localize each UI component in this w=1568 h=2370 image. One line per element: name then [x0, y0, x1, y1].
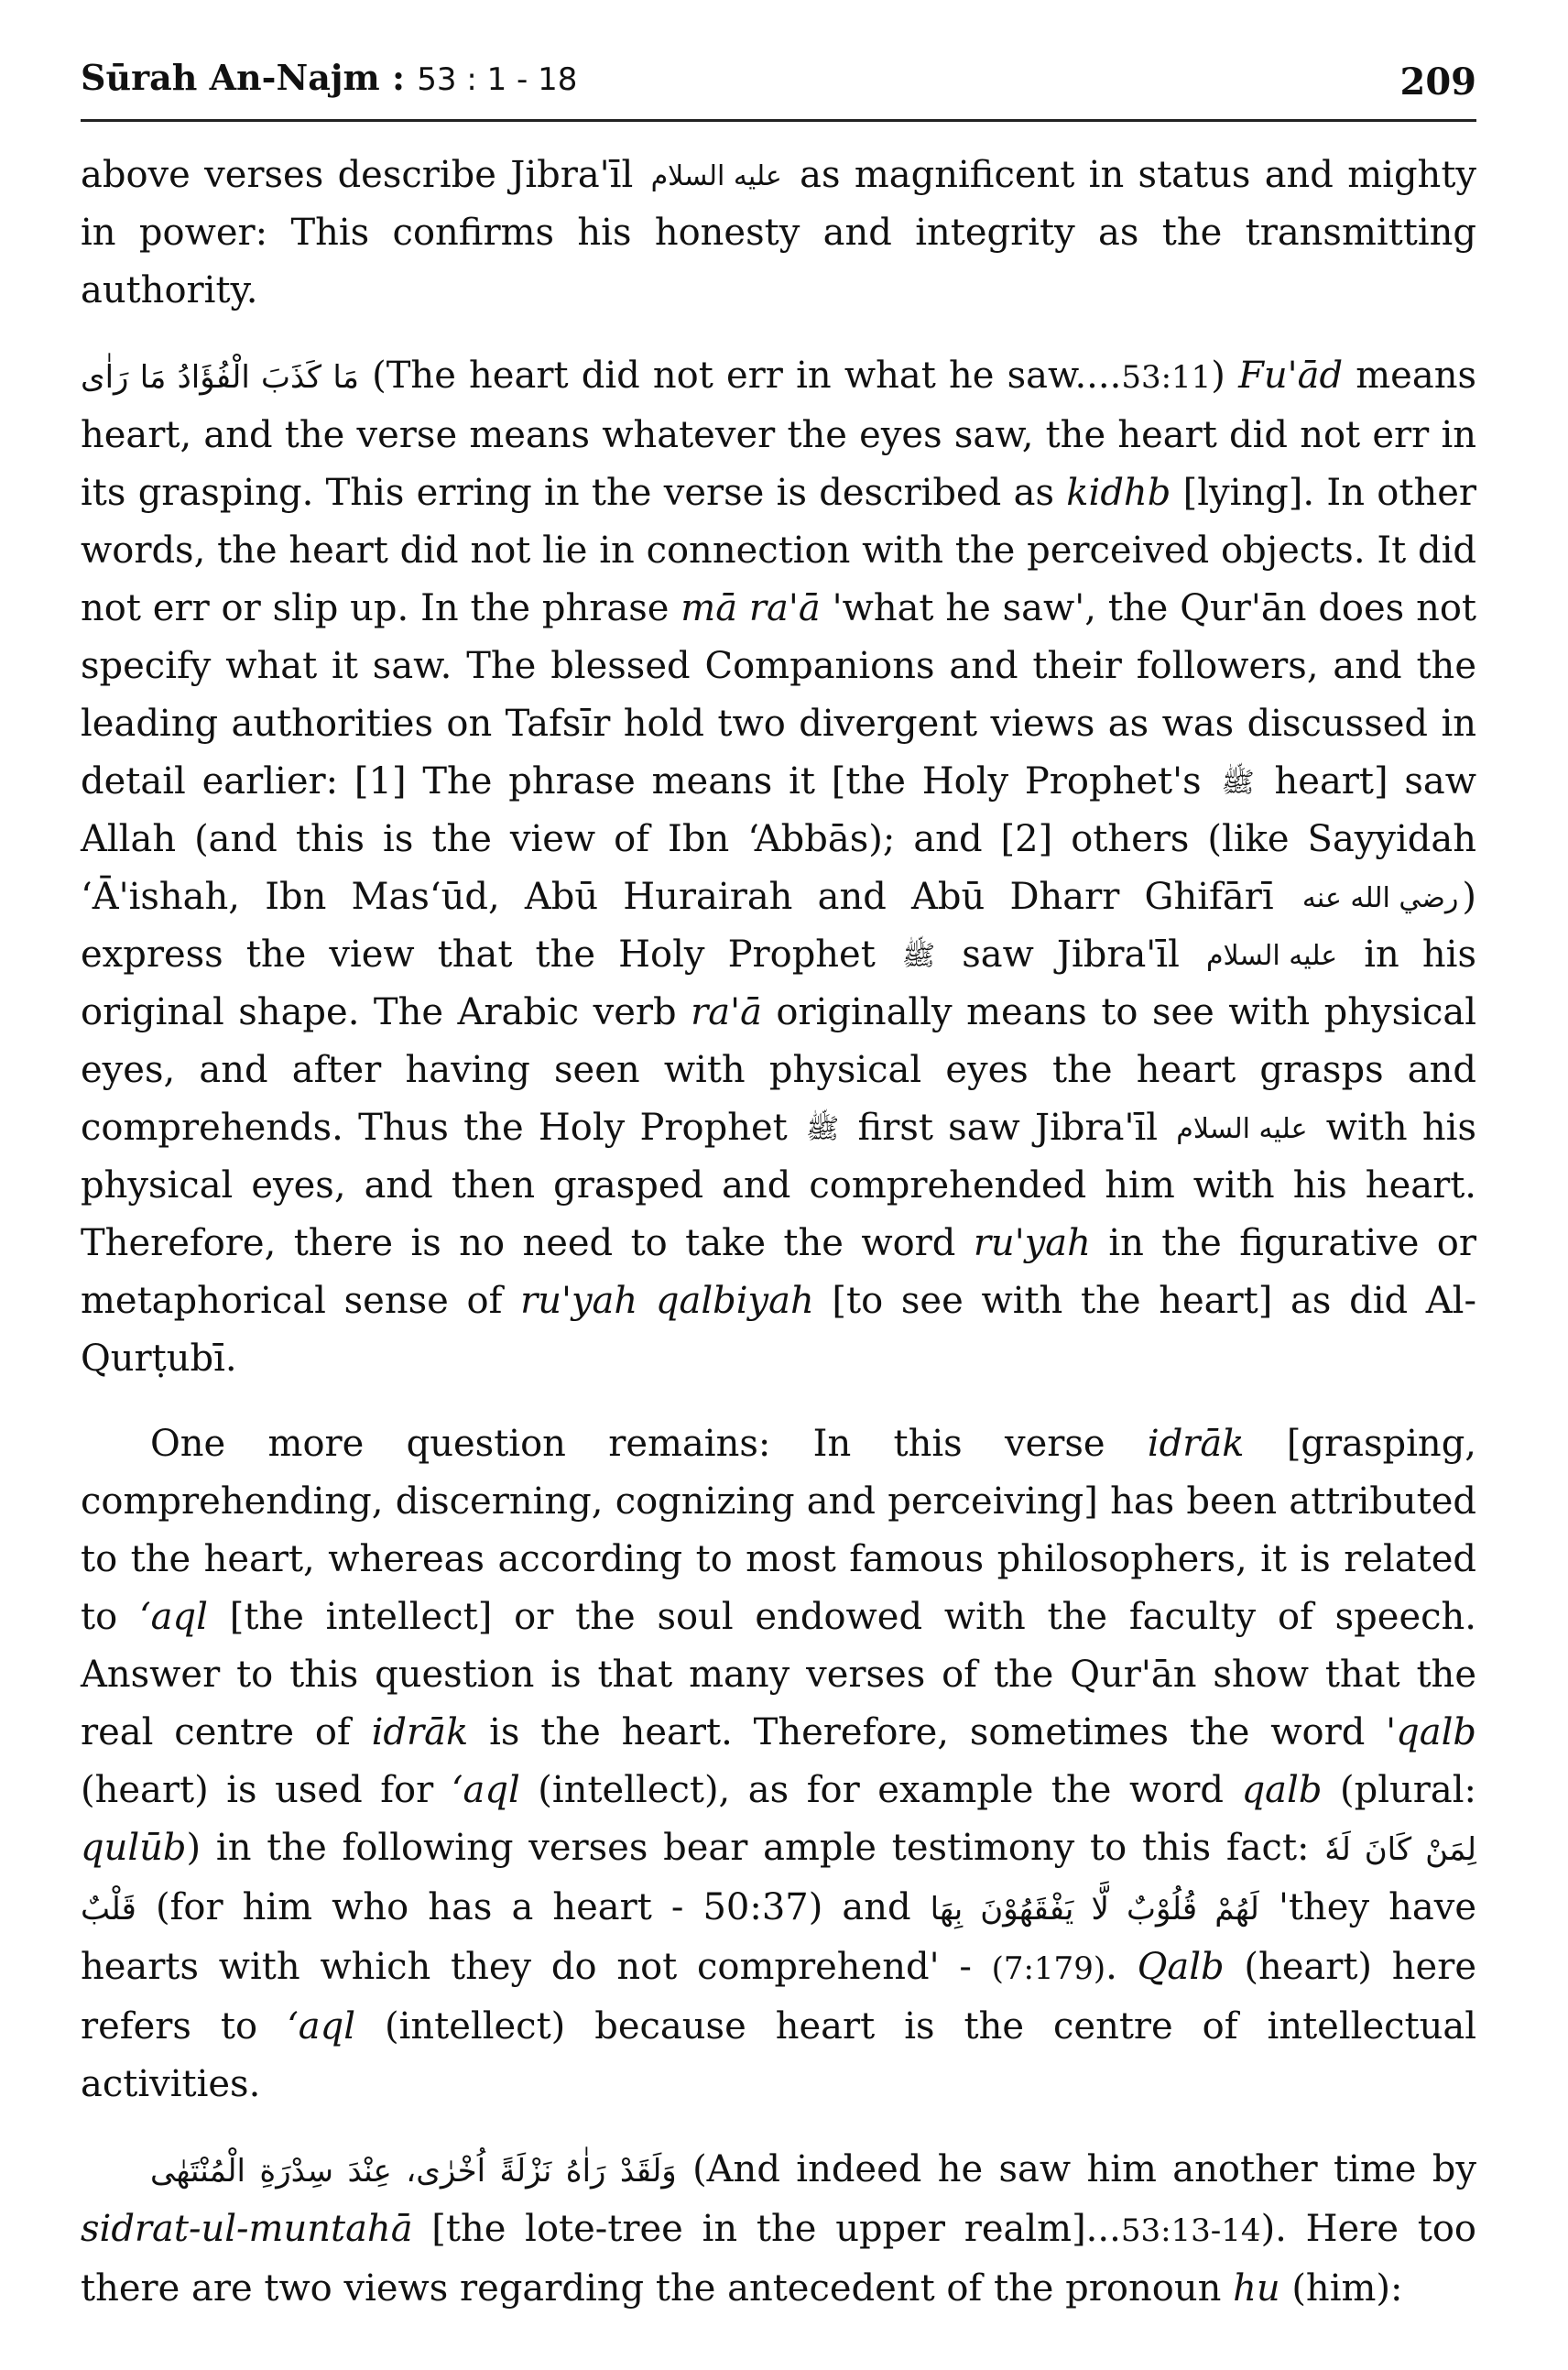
text-run: (The heart did not err in what he saw....: [358, 355, 1122, 397]
italic-term: ‘aql: [287, 2005, 356, 2048]
italic-term: mā ra'ā: [681, 587, 821, 629]
text-run: (intellect) because heart is the centre of intellectual activities.: [81, 2005, 1476, 2105]
italic-term: Fu'ād: [1238, 355, 1344, 397]
italic-term: qalb: [1396, 1711, 1477, 1753]
text-run: (for him who has a heart - 50:37) and: [136, 1886, 931, 1928]
running-title: [81, 57, 577, 98]
honorific-symbol: ﷺ: [1221, 767, 1255, 799]
paragraph-1: [81, 147, 1476, 320]
arabic-verse: لَهُمْ قُلُوْبٌ لَّا يَفْقَهُوْنَ بِهَا: [930, 1891, 1259, 1928]
text-run: One more question remains: In this verse: [150, 1423, 1148, 1465]
text-run: (intellect), as for example the word: [519, 1769, 1242, 1811]
text-run: 'what he saw', the Qur'ān does not specify what it saw. The blessed Companions and their followers, and the leading authorities on Tafsīr hold two divergent views as was discussed in detail earlier: [1] The phrase means it [the Holy Prophet's: [81, 587, 1476, 803]
italic-term: Qalb: [1137, 1946, 1225, 1988]
text-run: with his physical eyes, and then grasped and comprehended him with his heart. Therefore, there is no need to take the word: [81, 1107, 1476, 1264]
italic-term: ‘aql: [138, 1596, 208, 1638]
verse-reference: 53 : 1 - 18: [417, 61, 578, 98]
text-run: above verses describe Jibra'īl: [81, 154, 648, 196]
verse-citation: 53:13-14: [1120, 2212, 1261, 2249]
italic-term: ru'yah qalbiyah: [520, 1280, 814, 1322]
text-run: ) express the view that the Holy Prophet: [81, 876, 1476, 976]
text-run: is the heart. Therefore, sometimes the word ': [468, 1711, 1397, 1753]
page-body: [81, 147, 1476, 2318]
honorific-symbol: عليه السلام: [1205, 940, 1338, 972]
paragraph-3: [81, 1415, 1476, 2113]
arabic-verse: لِمَنْ كَانَ لَهٗ قَلْبٌ: [81, 1831, 1476, 1928]
text-run: [grasping, comprehending, discerning, cognizing and perceiving] has been attributed to the heart, whereas according to most famous philosophers, it is related to: [81, 1423, 1477, 1638]
header-rule: [81, 119, 1476, 122]
honorific-symbol: ﷺ: [806, 1113, 840, 1145]
text-run: means heart, and the verse means whatever the eyes saw, the heart did not err in its grasping. This erring in the verse is described as: [81, 355, 1476, 514]
text-run: [to see with the heart] as did Al-Qurṭubī.: [81, 1280, 1476, 1380]
text-run: (heart) here refers to: [81, 1946, 1477, 2048]
text-run: (plural:: [1322, 1769, 1476, 1811]
italic-term: ru'yah: [973, 1222, 1091, 1264]
honorific-symbol: رضي الله عنه: [1301, 882, 1459, 914]
text-run: .: [1105, 1946, 1138, 1988]
verse-citation: (7:179): [991, 1950, 1106, 1987]
text-run: ). Here too there are two views regarding the antecedent of the pronoun: [81, 2208, 1476, 2310]
text-run: (heart) is used for: [81, 1769, 452, 1811]
surah-name: Sūrah An-Najm :: [81, 57, 406, 98]
text-run: 'they have hearts with which they do not comprehend' -: [81, 1886, 1476, 1988]
text-run: (him):: [1279, 2267, 1403, 2310]
italic-term: qulūb: [81, 1827, 187, 1869]
text-run: as magnificent in status and mighty in power: This confirms his honesty and integrity as the transmitting authority.: [81, 154, 1476, 311]
verse-citation: 53:11: [1121, 359, 1212, 396]
text-run: in the figurative or metaphorical sense of: [81, 1222, 1477, 1322]
italic-term: qalb: [1241, 1769, 1323, 1811]
text-run: [the intellect] or the soul endowed with the faculty of speech. Answer to this question is that many verses of the Qur'ān show that the real centre of: [81, 1596, 1476, 1753]
text-run: in his original shape. The Arabic verb: [81, 934, 1476, 1033]
paragraph-2: [81, 347, 1476, 1388]
text-run: [lying]. In other words, the heart did not lie in connection with the perceived objects. It did not err or slip up. In the phrase: [81, 472, 1476, 629]
text-run: [the lote-tree in the upper realm]...: [412, 2208, 1121, 2250]
page-number: 209: [1399, 60, 1476, 104]
honorific-symbol: ﷺ: [901, 940, 936, 972]
italic-term: hu: [1233, 2267, 1280, 2310]
page-header: [81, 48, 1476, 121]
honorific-symbol: عليه السلام: [1176, 1113, 1308, 1145]
italic-term: idrāk: [371, 1711, 469, 1753]
text-run: (And indeed he saw him another time by: [676, 2148, 1476, 2190]
italic-term: ‘aql: [451, 1769, 520, 1811]
honorific-symbol: عليه السلام: [650, 160, 782, 192]
italic-term: sidrat-ul-muntahā: [81, 2208, 413, 2250]
text-run: saw Jibra'īl: [939, 934, 1203, 976]
text-run: originally means to see with physical eyes, and after having seen with physical eyes the heart grasps and comprehends. Thus the Holy Prophet: [81, 991, 1477, 1149]
italic-term: idrāk: [1147, 1423, 1245, 1465]
text-run: heart] saw Allah (and this is the view of Ibn ‘Abbās); and [2] others (like Sayyidah ‘Ā'ishah, Ibn Mas‘ūd, Abū Hurairah and Abū Dharr Ghifārī: [81, 760, 1477, 918]
arabic-verse: وَلَقَدْ رَاٰهُ نَزْلَةً اُخْرٰى، عِنْدَ سِدْرَةِ الْمُنْتَهٰى: [150, 2153, 677, 2190]
arabic-verse: مَا كَذَبَ الْفُؤَادُ مَا رَاٰى: [81, 359, 359, 396]
text-run: first saw Jibra'īl: [843, 1107, 1173, 1149]
text-run: ) in the following verses bear ample testimony to this fact:: [186, 1827, 1325, 1869]
text-run: ): [1211, 355, 1239, 397]
paragraph-4: [81, 2141, 1476, 2318]
italic-term: ra'ā: [691, 991, 762, 1033]
italic-term: kidhb: [1066, 472, 1171, 514]
